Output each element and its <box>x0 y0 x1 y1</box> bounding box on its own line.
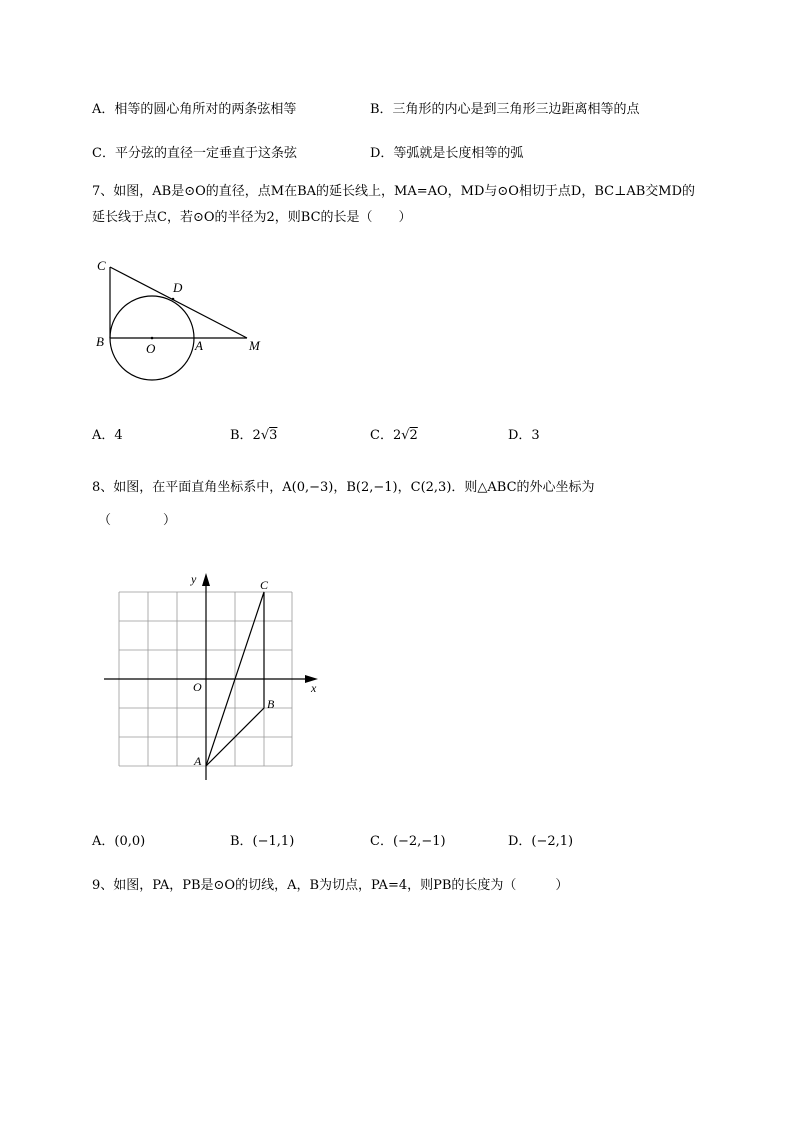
q8-label-b: B <box>267 697 275 711</box>
q7-label-b: B <box>96 334 104 349</box>
q8-label-y: y <box>191 572 197 586</box>
q8-option-b: B．(−1,1) <box>230 834 295 849</box>
sqrt-icon: √ <box>260 428 270 443</box>
q7-option-d: D．3 <box>508 428 540 443</box>
q7-text-line2: 延长线于点C，若⊙O的半径为2，则BC的长是（ ） <box>92 210 412 225</box>
q7-label-a: A <box>195 338 203 353</box>
q8-option-c: C．(−2,−1) <box>370 834 446 849</box>
q7-option-b-radicand: 3 <box>269 428 278 443</box>
q8-label-c: C <box>260 578 269 592</box>
q8-label-o: O <box>193 680 202 694</box>
q6-option-a: A．相等的圆心角所对的两条弦相等 <box>92 102 297 117</box>
y-arrow-icon <box>202 573 210 586</box>
q7-option-b <box>230 424 277 443</box>
q7-label-o: O <box>146 341 156 356</box>
q7-text-line1: 7、如图，AB是⊙O的直径，点M在BA的延长线上，MA=AO，MD与⊙O相切于点D，BC⊥AB交MD的 <box>92 184 696 199</box>
q8-option-a: A．(0,0) <box>92 834 146 849</box>
q7-option-c-radicand: 2 <box>409 428 418 443</box>
q8-option-d: D．(−2,1) <box>508 834 574 849</box>
sqrt-icon: √ <box>401 428 410 443</box>
q8-label-x: x <box>311 681 317 695</box>
q6-option-d: D．等弧就是长度相等的弧 <box>370 146 524 161</box>
q8-coordinate-figure <box>100 570 325 785</box>
q7-center-dot <box>151 337 154 340</box>
q7-figure <box>85 255 275 390</box>
q6-option-c: C．平分弦的直径一定垂直于这条弦 <box>92 146 297 161</box>
q7-label-d: D <box>173 280 183 295</box>
q7-option-a: A．4 <box>92 428 123 443</box>
q6-option-b: B．三角形的内心是到三角形三边距离相等的点 <box>370 102 640 117</box>
q8-label-a: A <box>194 754 202 768</box>
q7-option-c-prefix: C．2 <box>370 428 402 443</box>
q8-text-line2: （ ） <box>98 513 177 528</box>
q7-option-b-prefix: B．2 <box>230 428 261 443</box>
q7-option-c <box>370 424 418 443</box>
q7-label-c: C <box>97 258 106 273</box>
q7-tangent-dot <box>172 298 175 301</box>
q8-text-line1: 8、如图，在平面直角坐标系中，A(0,−3)，B(2,−1)，C(2,3)．则△ABC的外心坐标为 <box>92 480 595 495</box>
q7-label-m: M <box>249 338 260 353</box>
q9-text-line1: 9、如图，PA，PB是⊙O的切线，A，B为切点，PA=4，则PB的长度为（ ） <box>92 878 569 893</box>
